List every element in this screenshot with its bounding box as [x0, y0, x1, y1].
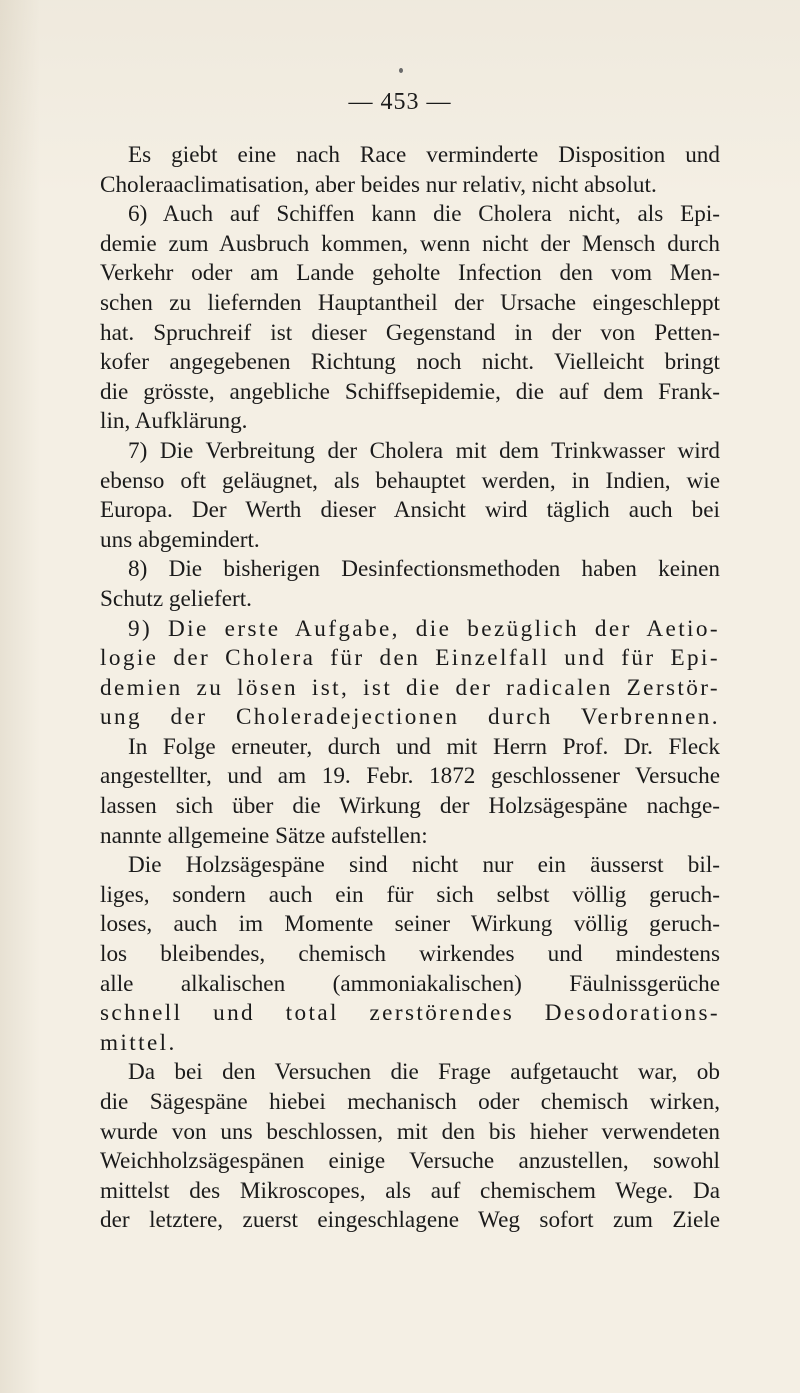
body-text [100, 141, 720, 1236]
text-line: Es giebt eine nach Race verminderte Disposition und [128, 142, 720, 168]
text-line: alle alkalischen (ammoniakalischen) Fäulnissgerüche [100, 970, 720, 997]
text-line: nannte allgemeine Sätze aufstellen: [100, 822, 428, 849]
text-line: demie zum Ausbruch kommen, wenn nicht der Mensch durch [100, 230, 720, 257]
text-line: demien zu lösen ist, ist die der radicalen Zerstör- [100, 674, 720, 701]
text-line: mittel. [100, 1029, 177, 1056]
text-line: mittelst des Mikroscopes, als auf chemischem Wege. Da [100, 1177, 720, 1204]
text-line: die grösste, angebliche Schiffsepidemie, die auf dem Frank- [100, 378, 720, 405]
text-line: 8) Die bisherigen Desinfectionsmethoden haben keinen [128, 556, 720, 583]
text-line: ung der Choleradejectionen durch Verbrennen. [100, 704, 720, 731]
text-line: 7) Die Verbreitung der Cholera mit dem Trinkwasser wird [128, 437, 720, 464]
text-line: ebenso oft geläugnet, als behauptet werden, in Indien, wie [100, 467, 720, 494]
text-line: Europa. Der Werth dieser Ansicht wird täglich auch bei [100, 497, 720, 524]
text-line: schnell und total zerstörendes Desodorations- [100, 1000, 720, 1027]
text-line: Weichholzsägespänen einige Versuche anzustellen, sowohl [100, 1148, 720, 1175]
text-line: schen zu liefernden Hauptantheil der Ursache eingeschleppt [100, 289, 720, 316]
text-line: Verkehr oder am Lande geholte Infection den vom Men- [100, 260, 720, 287]
text-line: der letztere, zuerst eingeschlagene Weg sofort zum Ziele [100, 1207, 720, 1234]
text-line: 9) Die erste Aufgabe, die bezüglich der Aetio- [128, 615, 720, 642]
text-line: die Sägespäne hiebei mechanisch oder chemisch wirken, [100, 1089, 720, 1115]
page-number: — 453 — [348, 89, 452, 115]
text-line: Choleraaclimatisation, aber beides nur relativ, nicht absolut. [100, 171, 657, 198]
text-line: liges, sondern auch ein für sich selbst völlig geruch- [100, 881, 720, 908]
text-line: loses, auch im Momente seiner Wirkung völlig geruch- [100, 911, 720, 938]
text-line: Die Holzsägespäne sind nicht nur ein äusserst bil- [128, 852, 720, 879]
text-line: kofer angegebenen Richtung noch nicht. Vielleicht bringt [100, 349, 720, 376]
text-line: lin, Aufklärung. [100, 408, 248, 435]
text-line: wurde von uns beschlossen, mit den bis hieher verwendeten [100, 1118, 720, 1145]
text-line: Schutz geliefert. [100, 585, 252, 612]
text-line: logie der Cholera für den Einzelfall und für Epi- [100, 645, 720, 672]
text-line: los bleibendes, chemisch wirkendes und mindestens [100, 941, 720, 968]
text-line: uns abgemindert. [100, 526, 260, 553]
text-line: hat. Spruchreif ist dieser Gegenstand in der von Petten- [100, 319, 720, 346]
text-line: angestellter, und am 19. Febr. 1872 geschlossener Versuche [100, 763, 720, 790]
text-line: In Folge erneuter, durch und mit Herrn Prof. Dr. Fleck [128, 733, 720, 760]
text-line: 6) Auch auf Schiffen kann die Cholera nicht, als Epi- [128, 201, 720, 228]
ink-speck [399, 68, 403, 73]
text-line: lassen sich über die Wirkung der Holzsägespäne nachge- [100, 793, 720, 820]
text-line: Da bei den Versuchen die Frage aufgetaucht war, ob [128, 1059, 720, 1086]
